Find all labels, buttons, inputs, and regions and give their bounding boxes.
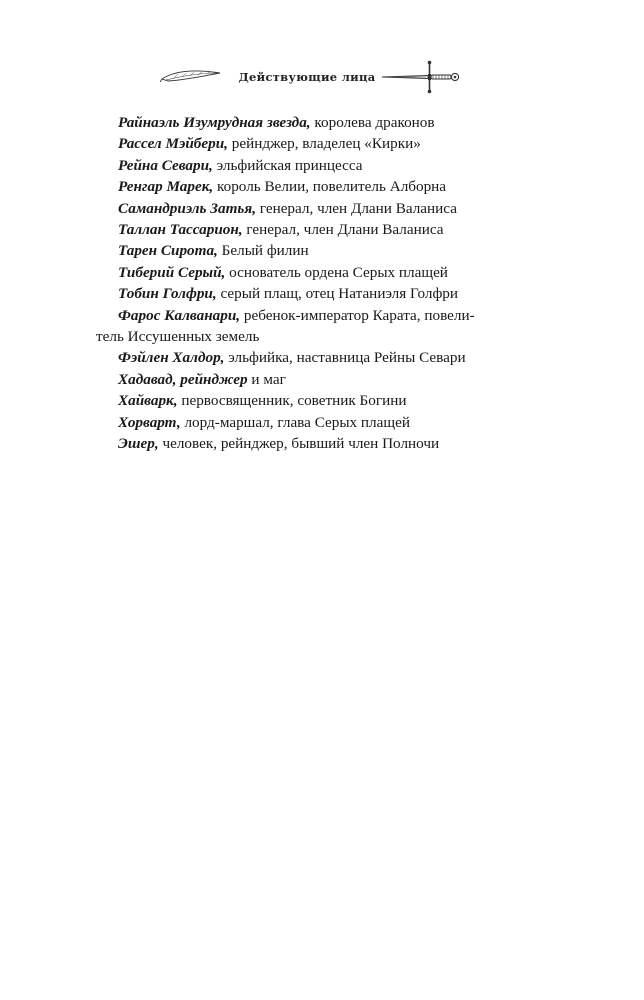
character-name: Фэйлен Халдор, <box>118 349 225 367</box>
sword-icon <box>380 60 468 94</box>
character-description: Белый филин <box>217 242 309 260</box>
list-item <box>118 433 538 454</box>
character-description: человек, рейнджер, бывший член Полночи <box>158 435 440 453</box>
list-item <box>118 283 538 304</box>
quill-icon <box>160 68 222 84</box>
character-description: лорд-маршал, глава Серых плащей <box>180 413 410 431</box>
character-description: эльфийка, наставница Рейны Севари <box>224 349 466 367</box>
character-description: рейнджер, владелец «Кирки» <box>227 135 421 153</box>
list-item <box>118 390 538 411</box>
running-header <box>150 60 480 96</box>
list-item <box>118 176 538 197</box>
character-name: Тиберий Серый, <box>118 263 226 281</box>
list-item <box>118 133 538 154</box>
character-name: Тарен Сирота, <box>118 242 218 260</box>
list-item <box>118 219 538 240</box>
list-item <box>118 155 538 176</box>
list-item <box>118 262 538 283</box>
character-description: королева драконов <box>310 114 435 131</box>
list-item <box>118 369 538 390</box>
character-description-continuation: тель Иссушенных земель <box>96 328 260 346</box>
character-description: генерал, член Длани Валаниса <box>256 199 457 217</box>
list-item <box>118 198 538 219</box>
character-name: Тобин Голфри, <box>118 285 217 303</box>
character-description: эльфийская принцесса <box>212 156 363 174</box>
list-item <box>118 112 538 133</box>
character-name: Самандриэль Затья, <box>118 199 256 217</box>
list-item <box>96 305 538 348</box>
character-name: Ренгар Марек, <box>118 178 214 196</box>
character-name: Хорварт, <box>118 413 181 431</box>
character-description: генерал, член Длани Валаниса <box>242 221 444 239</box>
character-name: Хайварк, <box>118 392 178 410</box>
character-name: Хадавад, рейнджер <box>118 370 248 388</box>
character-name: Фарос Калванари, <box>118 306 241 324</box>
character-list <box>96 112 538 455</box>
list-item <box>118 240 538 261</box>
character-name: Таллан Тассарион, <box>118 221 243 239</box>
character-description: и маг <box>247 370 286 388</box>
character-description: ребенок-император Карата, повели- <box>240 306 475 324</box>
list-item <box>118 347 538 368</box>
character-description: король Велии, повелитель Алборна <box>213 178 447 196</box>
header-title: Действующие лица <box>238 70 376 84</box>
character-name: Рассел Мэйбери, <box>118 135 228 153</box>
character-name: Эшер, <box>118 435 159 453</box>
character-description: основатель ордена Серых плащей <box>225 263 448 281</box>
character-name: Райнаэль Изумрудная звезда, <box>118 114 311 131</box>
character-description: серый плащ, отец Натаниэля Голфри <box>216 285 459 303</box>
character-description: первосвященник, советник Богини <box>177 392 407 410</box>
character-name: Рейна Севари, <box>118 156 213 174</box>
list-item <box>118 412 538 433</box>
